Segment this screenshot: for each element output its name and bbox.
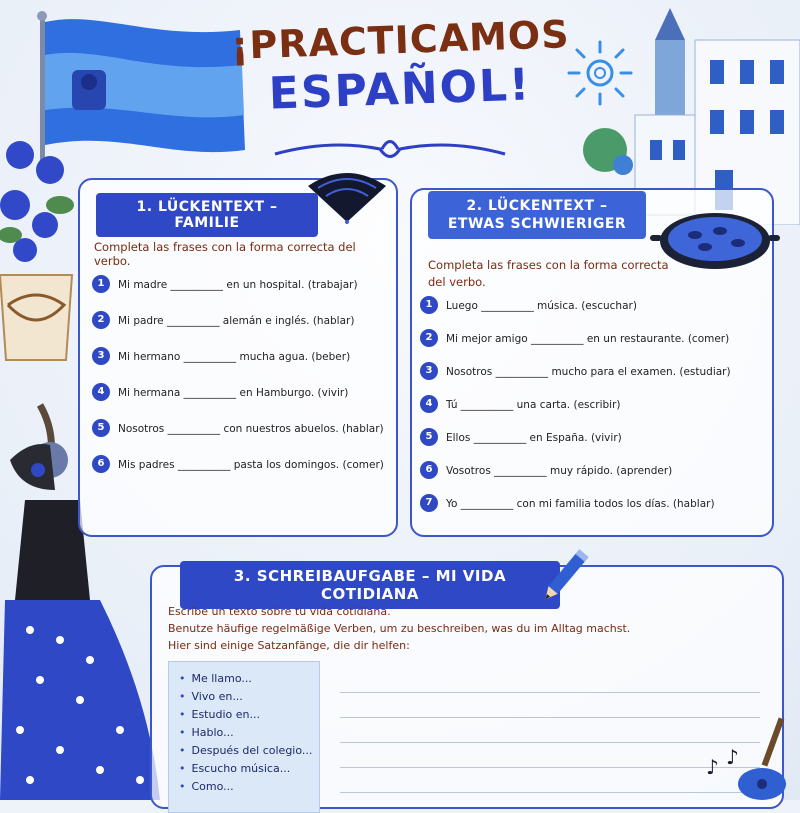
flower-pot-illustration: [0, 135, 80, 375]
item-number-badge: 3: [420, 362, 438, 380]
section-3-heading: 3. SCHREIBAUFGABE – MI VIDA COTIDIANA: [180, 561, 560, 609]
exercise-sentence: Nosotros __________ mucho para el examen. (estudiar): [446, 366, 731, 378]
hand-fan-icon: [306, 168, 388, 224]
exercise-item[interactable]: [92, 455, 384, 491]
exercise-item[interactable]: [92, 419, 384, 455]
exercise-sentence: Ellos __________ en España. (vivir): [446, 432, 622, 444]
exercise-sentence: Mi mejor amigo __________ en un restaurante. (comer): [446, 333, 730, 345]
writing-line[interactable]: [340, 718, 760, 743]
sentence-starter: • Me llamo...: [179, 670, 319, 688]
exercise-item[interactable]: [420, 461, 731, 494]
exercise-sentence: Mi hermano __________ mucha agua. (beber): [118, 351, 351, 363]
item-number-badge: 5: [420, 428, 438, 446]
exercise-sentence: Nosotros __________ con nuestros abuelos. (hablar): [118, 423, 384, 435]
item-number-badge: 2: [420, 329, 438, 347]
pencil-icon: [536, 544, 592, 610]
exercise-item[interactable]: [92, 275, 384, 311]
exercise-sentence: Yo __________ con mi familia todos los días. (hablar): [446, 498, 715, 510]
exercise-item[interactable]: [420, 395, 731, 428]
item-number-badge: 6: [420, 461, 438, 479]
title-line-1: ¡PRACTICAMOS: [230, 12, 570, 68]
worksheet-title: [0, 12, 800, 120]
section-1-instruction: Completa las frases con la forma correcta del verbo.: [94, 240, 356, 268]
writing-lines-area[interactable]: [340, 668, 760, 793]
guitar-music-notes-icon: [700, 712, 800, 800]
section-2-instruction: Completa las frases con la forma correcta del verbo.: [428, 258, 669, 289]
exercise-sentence: Mi padre __________ alemán e inglés. (hablar): [118, 315, 355, 327]
writing-line[interactable]: [340, 668, 760, 693]
exercise-sentence: Tú __________ una carta. (escribir): [446, 399, 621, 411]
svg-text:♪: ♪: [706, 755, 719, 779]
sentence-starter: • Vivo en...: [179, 688, 319, 706]
title-line-2: ESPAÑOL!: [268, 59, 532, 120]
title-underline-swirl: [270, 134, 510, 168]
item-number-badge: 4: [420, 395, 438, 413]
item-number-badge: 6: [92, 455, 110, 473]
item-number-badge: 1: [92, 275, 110, 293]
sentence-starter: • Como...: [179, 778, 319, 796]
exercise-sentence: Vosotros __________ muy rápido. (aprender): [446, 465, 673, 477]
exercise-item[interactable]: [420, 296, 731, 329]
item-number-badge: 4: [92, 383, 110, 401]
exercise-item[interactable]: [420, 329, 731, 362]
exercise-sentence: Mi madre __________ en un hospital. (trabajar): [118, 279, 358, 291]
writing-line[interactable]: [340, 768, 760, 793]
section-3-instructions: [168, 603, 758, 654]
exercise-item[interactable]: [92, 347, 384, 383]
sentence-starter: • Estudio en...: [179, 706, 319, 724]
writing-line[interactable]: [340, 743, 760, 768]
section-2-exercise-list: [420, 296, 731, 527]
exercise-sentence: Mi hermana __________ en Hamburgo. (vivir): [118, 387, 349, 399]
sentence-starters-note: [168, 661, 320, 813]
exercise-item[interactable]: [420, 362, 731, 395]
exercise-item[interactable]: [92, 383, 384, 419]
svg-text:♪: ♪: [726, 745, 739, 769]
sentence-starter: • Hablo...: [179, 724, 319, 742]
item-number-badge: 7: [420, 494, 438, 512]
exercise-sentence: Mis padres __________ pasta los domingos. (comer): [118, 459, 384, 471]
section-1-exercise-list: [92, 275, 384, 491]
writing-line[interactable]: [340, 693, 760, 718]
section-2-heading: 2. LÜCKENTEXT – ETWAS SCHWIERIGER: [428, 191, 646, 239]
exercise-item[interactable]: [92, 311, 384, 347]
instruction-line: Escribe un texto sobre tu vida cotidiana.: [168, 605, 391, 618]
section-1-heading: 1. LÜCKENTEXT – FAMILIE: [96, 193, 318, 237]
item-number-badge: 1: [420, 296, 438, 314]
exercise-sentence: Luego __________ música. (escuchar): [446, 300, 637, 312]
exercise-item[interactable]: [420, 494, 731, 527]
item-number-badge: 5: [92, 419, 110, 437]
item-number-badge: 2: [92, 311, 110, 329]
sentence-starter: • Escucho música...: [179, 760, 319, 778]
sentence-starter: • Después del colegio...: [179, 742, 319, 760]
item-number-badge: 3: [92, 347, 110, 365]
instruction-line: Hier sind einige Satzanfänge, die dir helfen:: [168, 639, 410, 652]
instruction-line: Benutze häufige regelmäßige Verben, um zu beschreiben, was du im Alltag machst.: [168, 622, 631, 635]
exercise-item[interactable]: [420, 428, 731, 461]
